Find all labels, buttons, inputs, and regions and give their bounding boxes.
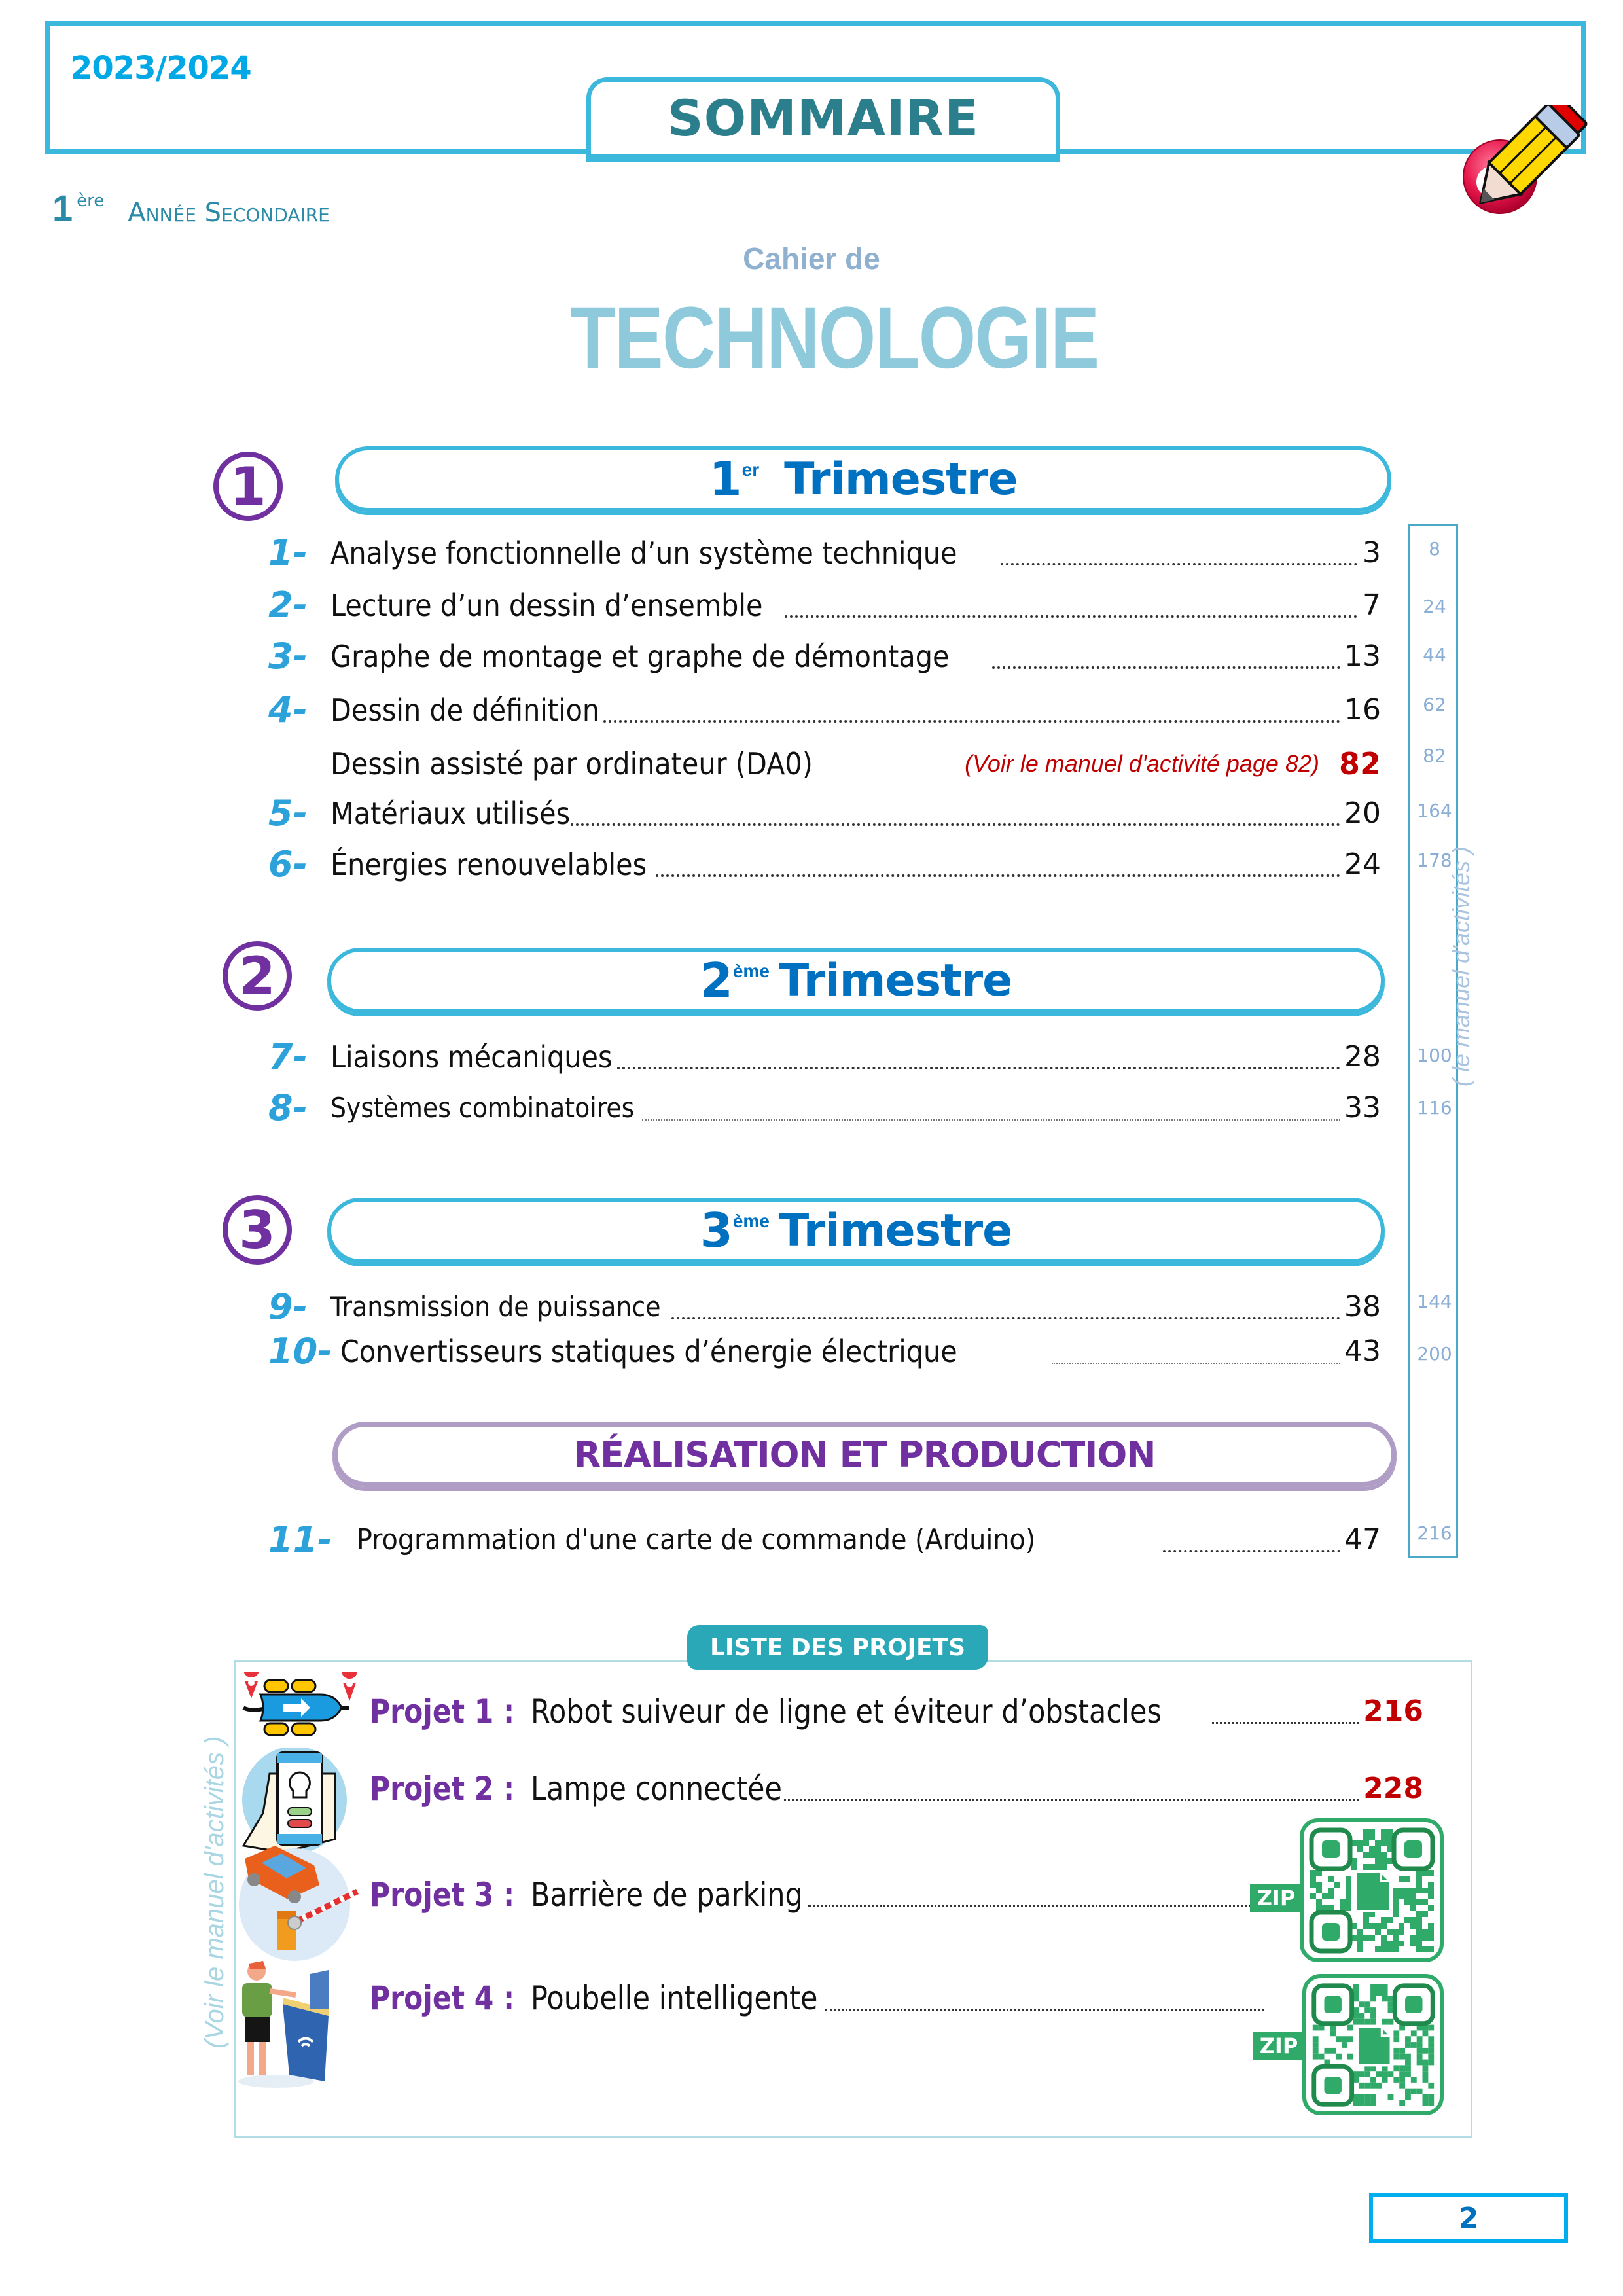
project-key: Projet 3 :: [370, 1876, 515, 1914]
toc-row[interactable]: [268, 1085, 1381, 1127]
project-title: Poubelle intelligente: [531, 1979, 818, 2017]
toc-page: 24: [1344, 848, 1381, 881]
activity-page: 82: [1423, 745, 1446, 766]
project-key: Projet 2 :: [370, 1770, 515, 1808]
toc-page: 82: [1338, 746, 1381, 781]
toc-title: Lecture d’un dessin d’ensemble: [330, 588, 763, 623]
trimester-2-superscript: ème: [732, 961, 770, 981]
toc-title: Graphe de montage et graphe de démontage: [330, 639, 950, 674]
leader-dots: [825, 2009, 1264, 2011]
activity-page: 178: [1417, 850, 1452, 871]
toc-row[interactable]: [268, 791, 1381, 833]
trimester-2-circle-number: 2: [239, 945, 276, 1007]
trimester-3-number: 3: [700, 1203, 733, 1258]
trimester-2-label: Trimestre: [778, 954, 1012, 1007]
projects-side-label: (Voir le manuel d'activités ): [200, 1736, 229, 2049]
toc-note: (Voir le manuel d'activité page 82): [965, 750, 1319, 777]
grade-label: [52, 187, 330, 228]
trimester-1-circle-number: 1: [230, 456, 266, 517]
toc-page: 16: [1344, 693, 1381, 726]
book-subtitle: [0, 241, 1623, 276]
smart-bin-icon: [237, 1957, 335, 2088]
trimester-1-superscript: er: [741, 459, 760, 480]
toc-page: 28: [1344, 1040, 1381, 1073]
project-page: 228: [1363, 1772, 1423, 1805]
toc-page: 3: [1363, 536, 1381, 569]
project-title: Barrière de parking: [531, 1876, 804, 1914]
toc-index: 3-: [268, 636, 308, 677]
toc-title: Convertisseurs statiques d’énergie électrique: [340, 1334, 957, 1369]
leader-dots: [656, 874, 1340, 877]
toc-title: Matériaux utilisés: [330, 796, 571, 831]
toc-index: 10-: [268, 1331, 332, 1372]
toc-page: 13: [1344, 639, 1381, 673]
toc-title: Liaisons mécaniques: [330, 1039, 613, 1075]
activity-page: 116: [1417, 1097, 1452, 1119]
activity-page: 164: [1417, 800, 1452, 821]
toc-row[interactable]: [268, 1284, 1381, 1326]
zip-label: ZIP: [1253, 2032, 1305, 2060]
project-row[interactable]: [370, 1973, 1264, 2018]
projects-badge: [687, 1625, 988, 1670]
trimester-3-banner: [327, 1198, 1385, 1263]
trimester-2-banner: [327, 948, 1385, 1013]
activity-column-label: ( le manuel d'activités ): [1448, 846, 1474, 1086]
leader-dots: [1163, 1550, 1340, 1552]
project-3-qr-code[interactable]: [1300, 1818, 1444, 1962]
toc-index: 11-: [268, 1519, 332, 1560]
activity-page: 144: [1417, 1291, 1452, 1312]
toc-index: 7-: [268, 1036, 308, 1077]
realisation-label: RÉALISATION ET PRODUCTION: [573, 1433, 1156, 1475]
activity-page: 8: [1429, 538, 1440, 560]
leader-dots: [671, 1317, 1340, 1319]
toc-index: 5-: [268, 793, 308, 834]
leader-dots: [785, 615, 1357, 618]
leader-dots: [808, 1905, 1260, 1907]
trimester-1-circle: [213, 452, 283, 521]
leader-dots: [571, 823, 1340, 826]
trimester-1-label: Trimestre: [784, 453, 1018, 505]
toc-row[interactable]: [268, 741, 1381, 783]
toc-row[interactable]: [268, 634, 1381, 675]
activity-page: 62: [1423, 694, 1446, 715]
parking-barrier-icon: [236, 1839, 360, 1964]
toc-title: Transmission de puissance: [330, 1291, 661, 1323]
toc-index: 2-: [268, 584, 308, 626]
activity-page: 100: [1417, 1045, 1452, 1066]
project-title: Robot suiveur de ligne et éviteur d’obstacles: [531, 1693, 1162, 1731]
toc-row[interactable]: [268, 583, 1381, 624]
trimester-2-circle: [223, 941, 292, 1011]
section-title: SOMMAIRE: [667, 89, 980, 147]
activity-page: 200: [1417, 1343, 1452, 1365]
leader-dots: [617, 1067, 1340, 1069]
trimester-3-superscript: ème: [732, 1211, 770, 1231]
toc-page: 33: [1344, 1091, 1381, 1124]
leader-dots: [603, 720, 1340, 723]
book-subtitle-text: Cahier de: [743, 242, 880, 276]
trimester-1-number: 1: [709, 452, 742, 507]
toc-title: Analyse fonctionnelle d’un système technique: [330, 535, 957, 571]
school-year: 2023/2024: [71, 50, 251, 86]
book-title: TECHNOLOGIE: [570, 289, 1099, 387]
toc-page: 7: [1363, 588, 1381, 622]
realisation-banner: [332, 1422, 1397, 1487]
tunisia-flag-pencil-icon: [1440, 105, 1590, 236]
toc-title: Énergies renouvelables: [330, 847, 647, 882]
activity-page: 44: [1423, 644, 1446, 666]
toc-page: 20: [1344, 797, 1381, 830]
toc-page: 38: [1344, 1290, 1381, 1323]
section-title-tab: [586, 77, 1060, 162]
leader-dots: [1052, 1363, 1340, 1364]
robot-line-follower-icon: [237, 1672, 361, 1744]
leader-dots: [784, 1799, 1359, 1801]
toc-index: 8-: [268, 1087, 308, 1128]
toc-row[interactable]: [268, 1329, 1381, 1371]
grade-text: Année Secondaire: [128, 198, 330, 228]
page-number-box: [1369, 2193, 1568, 2243]
page-number: 2: [1458, 2201, 1479, 2235]
toc-row[interactable]: [268, 1517, 1381, 1559]
trimester-3-label: Trimestre: [778, 1204, 1012, 1257]
project-title: Lampe connectée: [531, 1770, 783, 1808]
leader-dots: [1001, 563, 1357, 565]
project-row[interactable]: [370, 1869, 1260, 1915]
qr-code-icon: [1304, 1822, 1440, 1958]
project-row[interactable]: [370, 1763, 1423, 1809]
grade-number: 1: [52, 187, 73, 228]
leader-dots: [992, 666, 1340, 669]
zip-label: ZIP: [1250, 1884, 1302, 1912]
toc-row[interactable]: [268, 687, 1381, 729]
trimester-1-banner: [335, 446, 1391, 512]
toc-title: Dessin assisté par ordinateur (DA0): [330, 746, 813, 781]
toc-index: 6-: [268, 844, 308, 885]
grade-superscript: ère: [77, 191, 105, 211]
toc-index: 4-: [268, 689, 308, 730]
toc-title: Dessin de définition: [330, 692, 600, 728]
toc-row[interactable]: [268, 842, 1381, 884]
projects-badge-label: LISTE DES PROJETS: [709, 1634, 966, 1661]
project-4-qr-code[interactable]: [1302, 1974, 1444, 2115]
leader-dots: [642, 1119, 1340, 1121]
trimester-2-number: 2: [700, 953, 733, 1008]
activity-page: 216: [1417, 1522, 1452, 1544]
trimester-3-circle: [223, 1195, 292, 1265]
project-page: 216: [1363, 1695, 1423, 1728]
toc-page: 47: [1344, 1523, 1381, 1556]
toc-page: 43: [1344, 1335, 1381, 1368]
toc-row[interactable]: [268, 530, 1381, 572]
qr-code-icon: [1306, 1978, 1440, 2111]
trimester-3-circle-number: 3: [239, 1199, 276, 1261]
toc-title: Systèmes combinatoires: [330, 1092, 635, 1124]
project-key: Projet 1 :: [370, 1693, 515, 1731]
toc-index: 1-: [268, 532, 308, 573]
project-key: Projet 4 :: [370, 1979, 515, 2017]
activity-page: 24: [1423, 596, 1446, 617]
toc-title: Programmation d'une carte de commande (Arduino): [357, 1523, 1036, 1556]
toc-index: 9-: [268, 1286, 308, 1327]
toc-row[interactable]: [268, 1034, 1381, 1076]
project-row[interactable]: [370, 1686, 1423, 1732]
leader-dots: [1212, 1722, 1359, 1724]
